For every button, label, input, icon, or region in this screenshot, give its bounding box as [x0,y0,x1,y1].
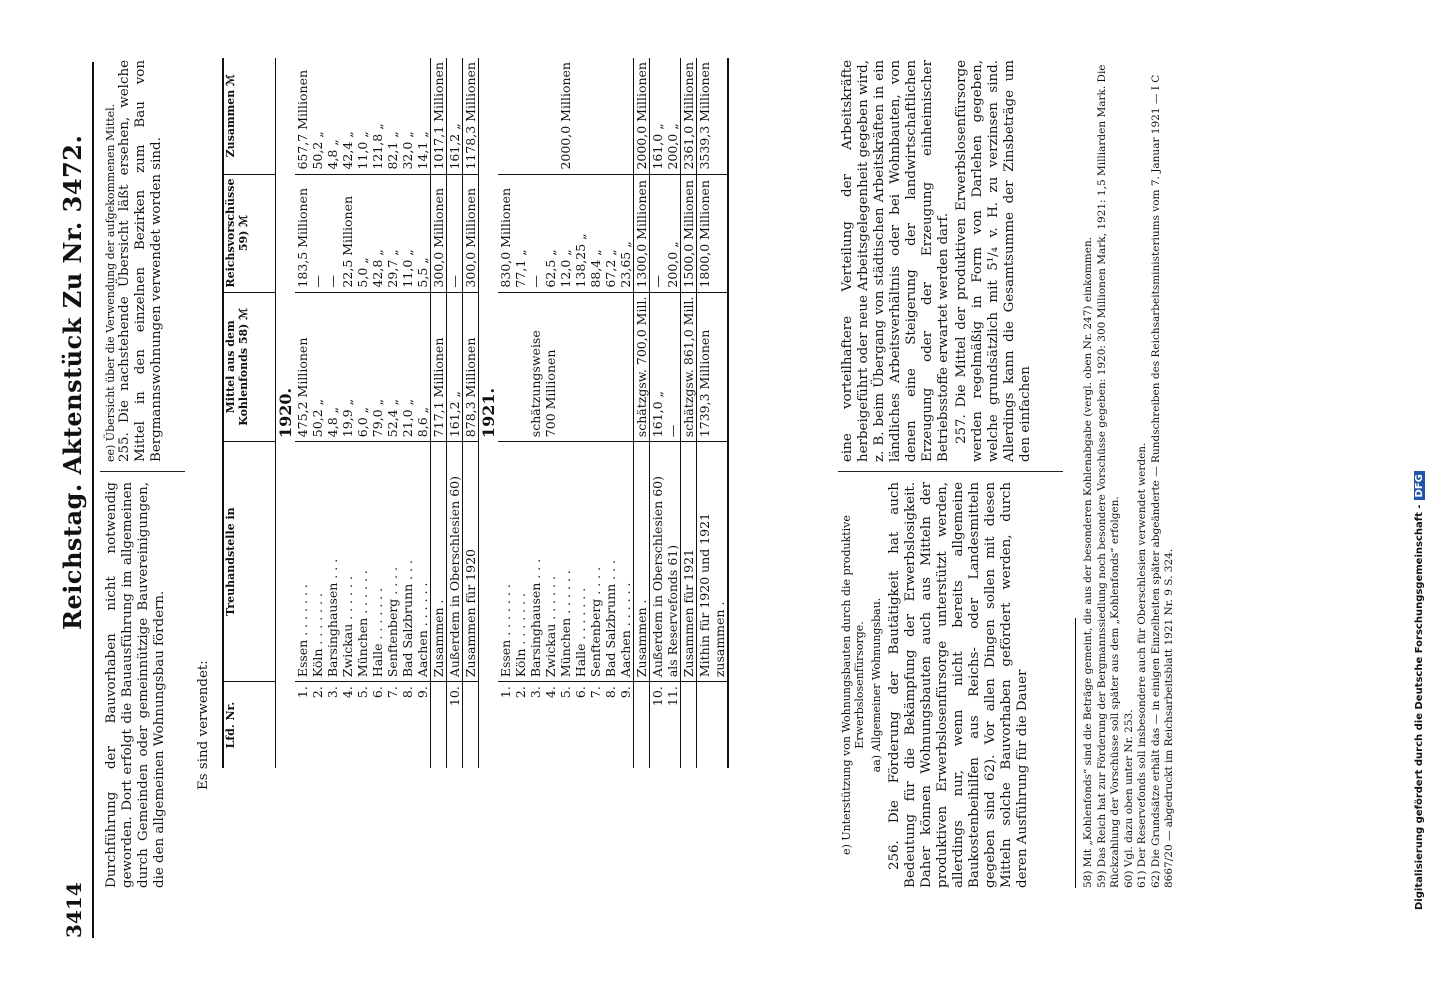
table-row [588,58,603,768]
paragraph-257: 257. Die Mittel der produktiven Erwerbslosenfürsorge werden regelmäßig in Form von Darlehen gegeben, welche grundsätzlich mit 5¹/₄ v. H. zu verzinsen sind. Allerdings kann die Gesamtsumme der Zinsbeträge um den einfachen [954,60,1033,462]
funding-table [222,58,729,768]
table-row [325,58,340,768]
cell-nr [633,682,649,768]
cell-nr: 2. [310,682,325,768]
cell-reichsvorschuesse: 11,0 „ [400,174,415,292]
cell-zusammen: 657,7 Millionen [294,69,310,170]
cell-nr: 10. [446,682,462,768]
cell-nr: 6. [370,682,385,768]
cell-zusammen: 14,1 „ [414,131,430,170]
header-kohlenfonds: Mittel aus dem Kohlenfonds 58) ℳ [223,292,275,442]
cell-treuhandstelle: München . . . . . . [558,442,573,682]
cell-nr: 10. [649,682,665,768]
footnotes [1082,60,1177,888]
cell-zusammen [618,58,634,174]
cell-kohlenfonds: 475,2 Millionen [295,292,310,442]
cell-zusammen: 2000,0 Millionen [633,62,649,170]
cell-treuhandstelle: Senftenberg . . . . [588,442,603,682]
table-row [513,58,528,768]
cell-nr: 1. [498,682,513,768]
cell-zusammen: 11,0 „ [354,131,370,170]
sum-row-1921 [633,58,649,768]
cell-treuhandstelle: Halle . . . . . . . [370,442,385,682]
cell-zusammen: 4,8 „ [324,139,340,170]
table-row [295,58,310,768]
cell-reichsvorschuesse: 62,5 „ [543,174,558,292]
cell-nr: 7. [385,682,400,768]
cell-nr [680,682,696,768]
cell-treuhandstelle: Köln . . . . . . . [513,442,528,682]
section-e-right [840,60,1034,462]
total-row-1920 [462,58,478,768]
cell-treuhandstelle: Zusammen . [633,442,649,682]
cell-treuhandstelle: München . . . . . . [355,442,370,682]
cell-reichsvorschuesse: 42,8 „ [370,174,385,292]
cell-kohlenfonds: 1739,3 Millionen [696,292,728,442]
cell-kohlenfonds [588,292,603,442]
cell-reichsvorschuesse: 67,2 „ [603,174,618,292]
footnote: 59) Das Reich hat zur Förderung der Bergmannssiedlung noch besondere Vorschüsse gegeben: 1920: 300 Millionen Mark, 1921: 1,5 Milliarden Mark. Die Rückzahlung der Vorschüsse soll später aus dem „Kohlenfonds“ erfolgen. [1095,64,1121,888]
cell-reichsvorschuesse: — [446,174,462,292]
table-row [573,58,588,768]
cell-treuhandstelle: Senftenberg . . . . [385,442,400,682]
cell-kohlenfonds: 19,9 „ [340,292,355,442]
section-e-subheading: aa) Allgemeiner Wohnungsbau. [870,597,883,773]
cell-kohlenfonds: 50,2 „ [310,292,325,442]
cell-treuhandstelle: Zwickau . . . . . . [543,442,558,682]
header-zusammen: Zusammen ℳ [224,74,237,158]
cell-treuhandstelle: Zusammen für 1920 [462,442,478,682]
table-row [665,58,681,768]
cell-zusammen [588,58,603,174]
cell-reichsvorschuesse: — [310,174,325,292]
cell-zusammen: 50,2 „ [309,131,325,170]
intro-right-block [104,60,165,462]
cell-kohlenfonds: 6,0 „ [355,292,370,442]
dfg-watermark [1414,471,1425,910]
cell-zusammen [573,58,588,174]
paragraph-256: 256. Die Förderung der Bautätigkeit hat auch Bedeutung für die Bekämpfung der Erwerbslosigkeit. Daher können Wohnungsbauten auch aus Mitteln der produktiven Erwerbslosenfürsorge unterstützt werden, allerdings nur, wenn nicht bereits allgemeine Baukostenbeihilfen aus Reichs- oder Landesmitteln gegeben sind 62). Vor allen Dingen sollen mit diesen Mitteln solche Bauvorhaben gefördert werden, durch deren Ausführung für die Dauer [887,482,1030,888]
footnote: 58) Mit „Kohlenfonds“ sind die Beträge gemeint, die aus der besonderen Kohlenabgabe (vergl. oben Nr. 247) einkommen. [1082,236,1094,888]
column-divider [100,471,185,472]
table-row [528,58,543,768]
cell-reichsvorschuesse: 300,0 Millionen [430,174,446,292]
cell-nr: 3. [528,682,543,768]
cell-zusammen: 42,4 „ [339,131,355,170]
cell-zusammen: 82,1 „ [384,131,400,170]
cell-zusammen: 161,2 „ [446,123,462,170]
cell-nr: 8. [603,682,618,768]
section-e-left [840,482,1031,888]
cell-reichsvorschuesse: 29,7 „ [385,174,400,292]
cell-kohlenfonds: 79,0 „ [370,292,385,442]
table-row [400,58,415,768]
cell-treuhandstelle: Aachen . . . . . . [415,442,431,682]
cell-kohlenfonds: — [665,292,681,442]
grand-total-row [696,58,728,768]
table-row [310,58,325,768]
cell-treuhandstelle: Zwickau . . . . . . [340,442,355,682]
cell-reichsvorschuesse: — [528,174,543,292]
cell-zusammen: 2000,0 Millionen [557,62,573,170]
cell-zusammen [528,58,543,174]
cell-reichsvorschuesse: 138,25 „ [573,174,588,292]
cell-zusammen [543,58,558,174]
cell-nr: 3. [325,682,340,768]
cell-kohlenfonds: 700 Millionen [543,292,558,442]
cell-reichsvorschuesse: — [649,174,665,292]
table-row [618,58,634,768]
cell-zusammen: 32,0 „ [399,131,415,170]
cell-reichsvorschuesse: — [325,174,340,292]
cell-nr: 8. [400,682,415,768]
cell-zusammen: 1178,3 Millionen [462,62,478,170]
footnote: 61) Der Reservefonds soll insbesondere auch für Oberschlesien verwendet werden. [1136,442,1148,888]
column-divider-lower [838,471,1063,472]
cell-nr: 2. [513,682,528,768]
footnote: 62) Die Grundsätze erhält das — in einigen Einzelheiten später abgeänderte — Rundschreiben des Reichsarbeitsministeriums vom 7. Januar 1921 — I C 8667/20 — abgedruckt im Reichsarbeitsblatt 1921 Nr. 9 S. 324. [1149,74,1175,888]
cell-treuhandstelle: Mithin für 1920 und 1921 zusammen . [696,442,728,682]
section-ee-heading: ee) Übersicht über die Verwendung der aufgekommenen Mittel. [104,103,117,462]
table-row [415,58,431,768]
intro-left-paragraph: Durchführung der Bauvorhaben nicht notwendig geworden. Dort erfolgt die Bauausführung im allgemeinen durch Gemeinden oder gemeinnützige Bauvereinigungen, die den allgemeinen Wohnungsbau fördern. [104,482,167,888]
cell-nr: 4. [543,682,558,768]
cell-reichsvorschuesse: 12,0 „ [558,174,573,292]
cell-kohlenfonds [558,292,573,442]
table-row [603,58,618,768]
cell-nr: 9. [415,682,431,768]
cell-kohlenfonds [513,292,528,442]
cell-kohlenfonds [498,292,513,442]
cell-treuhandstelle: Essen . . . . . . . [295,442,310,682]
table-row [446,58,462,768]
table-row [649,58,665,768]
cell-kohlenfonds: 161,2 „ [446,292,462,442]
cell-zusammen: 161,0 „ [649,123,665,170]
cell-nr [462,682,478,768]
cell-kohlenfonds: schätzungsweise [528,292,543,442]
cell-nr: 9. [618,682,634,768]
cell-kohlenfonds [573,292,588,442]
cell-nr: 5. [355,682,370,768]
table-body-1921 [478,58,728,768]
header-lfd-nr: Lfd. Nr. [223,682,275,768]
cell-nr [696,682,728,768]
year-1921-label: 1921. [478,387,498,439]
paragraph-255: 255. Die nachstehende Übersicht läßt ersehen, welche Mittel in den einzelnen Bezirken zum Bau von Bergmannswohnungen verwendet worden sind. [117,60,164,462]
cell-treuhandstelle: Zusammen . [430,442,446,682]
footnote: 60) Vgl. dazu oben unter Nr. 253. [1122,709,1135,888]
cell-treuhandstelle: Bad Salzbrunn . . . [603,442,618,682]
cell-kohlenfonds: schätzgsw. 861,0 Mill. [680,292,696,442]
footnote-rule [1075,618,1076,888]
cell-nr [430,682,446,768]
cell-zusammen [498,58,513,174]
used-label: Es sind verwendet: [196,660,211,790]
cell-nr: 7. [588,682,603,768]
cell-reichsvorschuesse: 23,65 „ [618,174,634,292]
dfg-watermark-text: Digitalisierung gefördert durch die Deutsche Forschungsgemeinschaft - [1414,504,1425,910]
cell-nr: 6. [573,682,588,768]
cell-reichsvorschuesse: 5,5 „ [415,174,431,292]
cell-treuhandstelle: als Reservefonds 61) [665,442,681,682]
cell-zusammen: 1017,1 Millionen [430,62,446,170]
paragraph-256-continued: eine vorteilhaftere Verteilung der Arbeitskräfte herbeigeführt oder neue Arbeitsgelegenheit gegeben wird, z. B. beim Übergang von städtischen Arbeitskräften in ein ländliches Arbeitsverhältnis oder bei Wohnbauten, von denen eine Steigerung der landwirtschaftlichen Erzeugung oder der Erzeugung einheimischer Betriebsstoffe erwartet werden darf. [840,60,951,462]
cell-zusammen: 121,8 „ [369,123,385,170]
table-header-row [223,58,275,768]
header-reichsvorschuesse: Reichsvorschüsse 59) ℳ [223,174,275,292]
cell-kohlenfonds [603,292,618,442]
page-title: Reichstag. Aktenstück Zu Nr. 3472. [58,134,87,630]
cell-zusammen: 2361,0 Millionen [680,62,696,170]
cell-treuhandstelle: Aachen . . . . . . [618,442,634,682]
cell-reichsvorschuesse: 183,5 Millionen [295,174,310,292]
cell-treuhandstelle: Essen . . . . . . . [498,442,513,682]
cell-treuhandstelle: Barsinghausen . . . [325,442,340,682]
table-row [498,58,513,768]
cell-kohlenfonds: 52,4 „ [385,292,400,442]
cell-treuhandstelle: Halle . . . . . . . [573,442,588,682]
cell-treuhandstelle: Bad Salzbrunn . . . [400,442,415,682]
cell-reichsvorschuesse: 300,0 Millionen [462,174,478,292]
cell-kohlenfonds: schätzgsw. 700,0 Mill. [633,292,649,442]
cell-kohlenfonds: 21,0 „ [400,292,415,442]
cell-zusammen: 3539,3 Millionen [696,62,712,170]
table-row [543,58,558,768]
table-body-1920 [275,58,478,768]
cell-zusammen [513,58,528,174]
cell-treuhandstelle: Außerdem in Oberschlesien 60) [649,442,665,682]
cell-reichsvorschuesse: 1300,0 Millionen [633,174,649,292]
cell-treuhandstelle: Außerdem in Oberschlesien 60) [446,442,462,682]
table-row [340,58,355,768]
table-row [558,58,573,768]
cell-nr: 1. [295,682,310,768]
cell-kohlenfonds: 4,8 „ [325,292,340,442]
cell-reichsvorschuesse: 1800,0 Millionen [696,174,728,292]
cell-reichsvorschuesse: 1500,0 Millionen [680,174,696,292]
table-row [370,58,385,768]
cell-zusammen [603,58,618,174]
cell-reichsvorschuesse: 200,0 „ [665,174,681,292]
cell-reichsvorschuesse: 22,5 Millionen [340,174,355,292]
cell-kohlenfonds: 8,6 „ [415,292,431,442]
cell-reichsvorschuesse: 77,1 „ [513,174,528,292]
sum-row-1920 [430,58,446,768]
header-rule [92,62,94,938]
cell-reichsvorschuesse: 5,0 „ [355,174,370,292]
cell-reichsvorschuesse: 830,0 Millionen [498,174,513,292]
cell-treuhandstelle: Köln . . . . . . . [310,442,325,682]
page-number: 3414 [62,882,86,938]
cell-kohlenfonds [618,292,634,442]
cell-treuhandstelle: Barsinghausen . . . [528,442,543,682]
year-1920-label: 1920. [275,387,295,439]
cell-nr: 11. [665,682,681,768]
cell-nr: 5. [558,682,573,768]
table-row [385,58,400,768]
section-e-heading: e) Unterstützung von Wohnungsbauten durch die produktive Erwerbslosenfürsorge. [840,515,866,855]
cell-treuhandstelle: Zusammen für 1921 [680,442,696,682]
cell-kohlenfonds: 161,0 „ [649,292,665,442]
cell-zusammen: 200,0 „ [664,123,680,170]
table-row [355,58,370,768]
cell-reichsvorschuesse: 88,4 „ [588,174,603,292]
cell-kohlenfonds: 878,3 Millionen [462,292,478,442]
dfg-logo-badge: DFG [1414,471,1425,500]
total-row-1921 [680,58,696,768]
cell-kohlenfonds: 717,1 Millionen [430,292,446,442]
cell-nr: 4. [340,682,355,768]
header-treuhandstelle: Treuhandstelle in [223,442,275,682]
